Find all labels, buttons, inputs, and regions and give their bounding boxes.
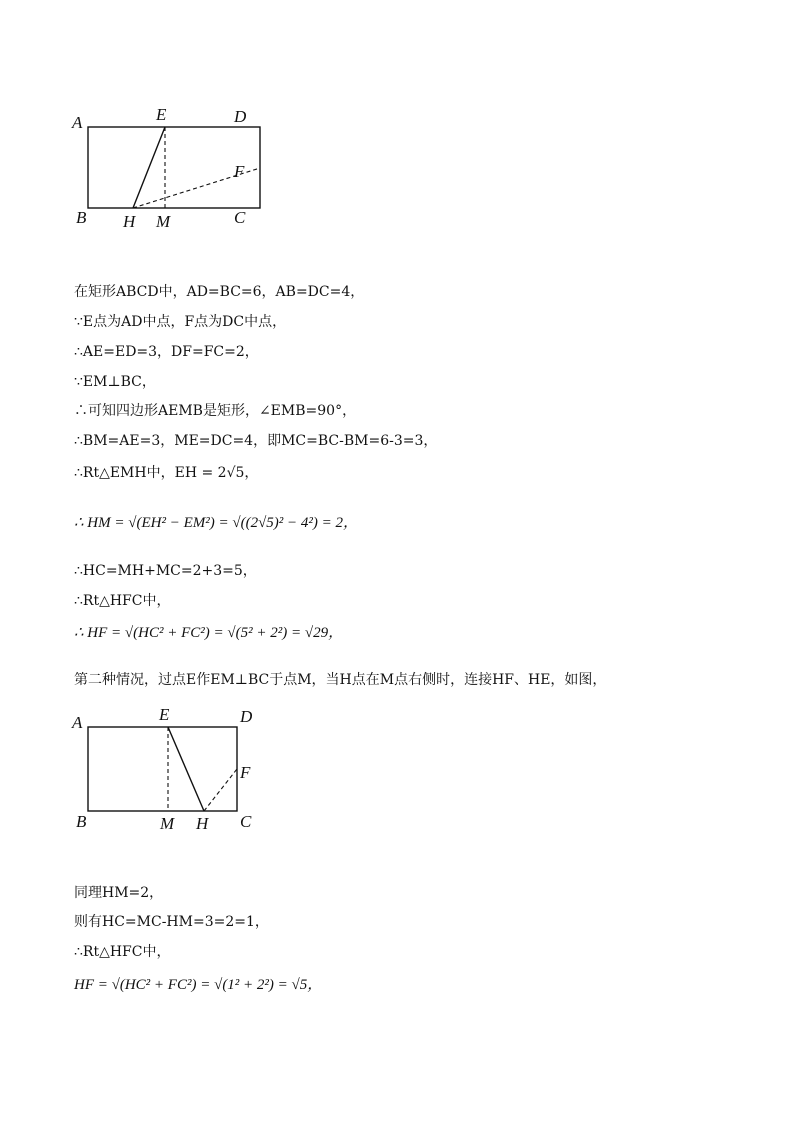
figure-1 [60,100,280,240]
formula-hm: ∴ HM = √(EH² − EM²) = √((2√5)² − 4²) = 2， [74,515,359,531]
formula-hf-sqrt29: ∴ HF = √(HC² + FC²) = √(5² + 2²) = √29， [74,625,344,641]
label-c: C [234,208,246,227]
text-line: ∴BM=AE=3，ME=DC=4，即MC=BC-BM=6-3=3， [74,433,438,449]
formula-eh: ∴Rt△EMH中，EH = 2√5， [74,465,259,481]
label-b: B [76,812,87,831]
figure-2 [60,700,280,840]
formula-hf-sqrt5: HF = √(HC² + FC²) = √(1² + 2²) = √5， [74,977,323,993]
label-e: E [156,105,167,124]
label-h: H [196,814,209,833]
text-line: 则有HC=MC-HM=3=2=1， [74,914,269,930]
text-line: ∴Rt△HFC中， [74,593,171,609]
label-m: M [156,212,171,231]
text-line: ∴可知四边形AEMB是矩形，∠EMB=90°， [74,403,357,419]
label-b: B [76,208,87,227]
label-a: A [72,113,83,132]
label-f: F [234,162,245,181]
text-line: 第二种情况，过点E作EM⊥BC于点M，当H点在M点右侧时，连接HF、HE，如图， [74,672,607,688]
text-line: 在矩形ABCD中，AD=BC=6，AB=DC=4， [74,284,365,300]
label-a: A [72,713,83,732]
label-c: C [240,812,252,831]
label-h: H [123,212,136,231]
label-m: M [160,814,175,833]
text-line: ∵EM⊥BC， [74,374,156,390]
label-d: D [240,707,253,726]
text-line: ∴HC=MH+MC=2+3=5， [74,563,257,579]
segment-eh [168,727,204,811]
text-line: ∴Rt△HFC中， [74,944,171,960]
label-f: F [240,763,251,782]
label-e: E [159,705,170,724]
text-line: ∴AE=ED=3，DF=FC=2， [74,344,259,360]
text-line: ∵E点为AD中点，F点为DC中点， [74,314,287,330]
label-d: D [234,107,247,126]
segment-hf-dashed [204,769,237,811]
rectangle-abcd [88,727,237,811]
segment-he [133,127,165,208]
text-line: 同理HM=2， [74,885,164,901]
